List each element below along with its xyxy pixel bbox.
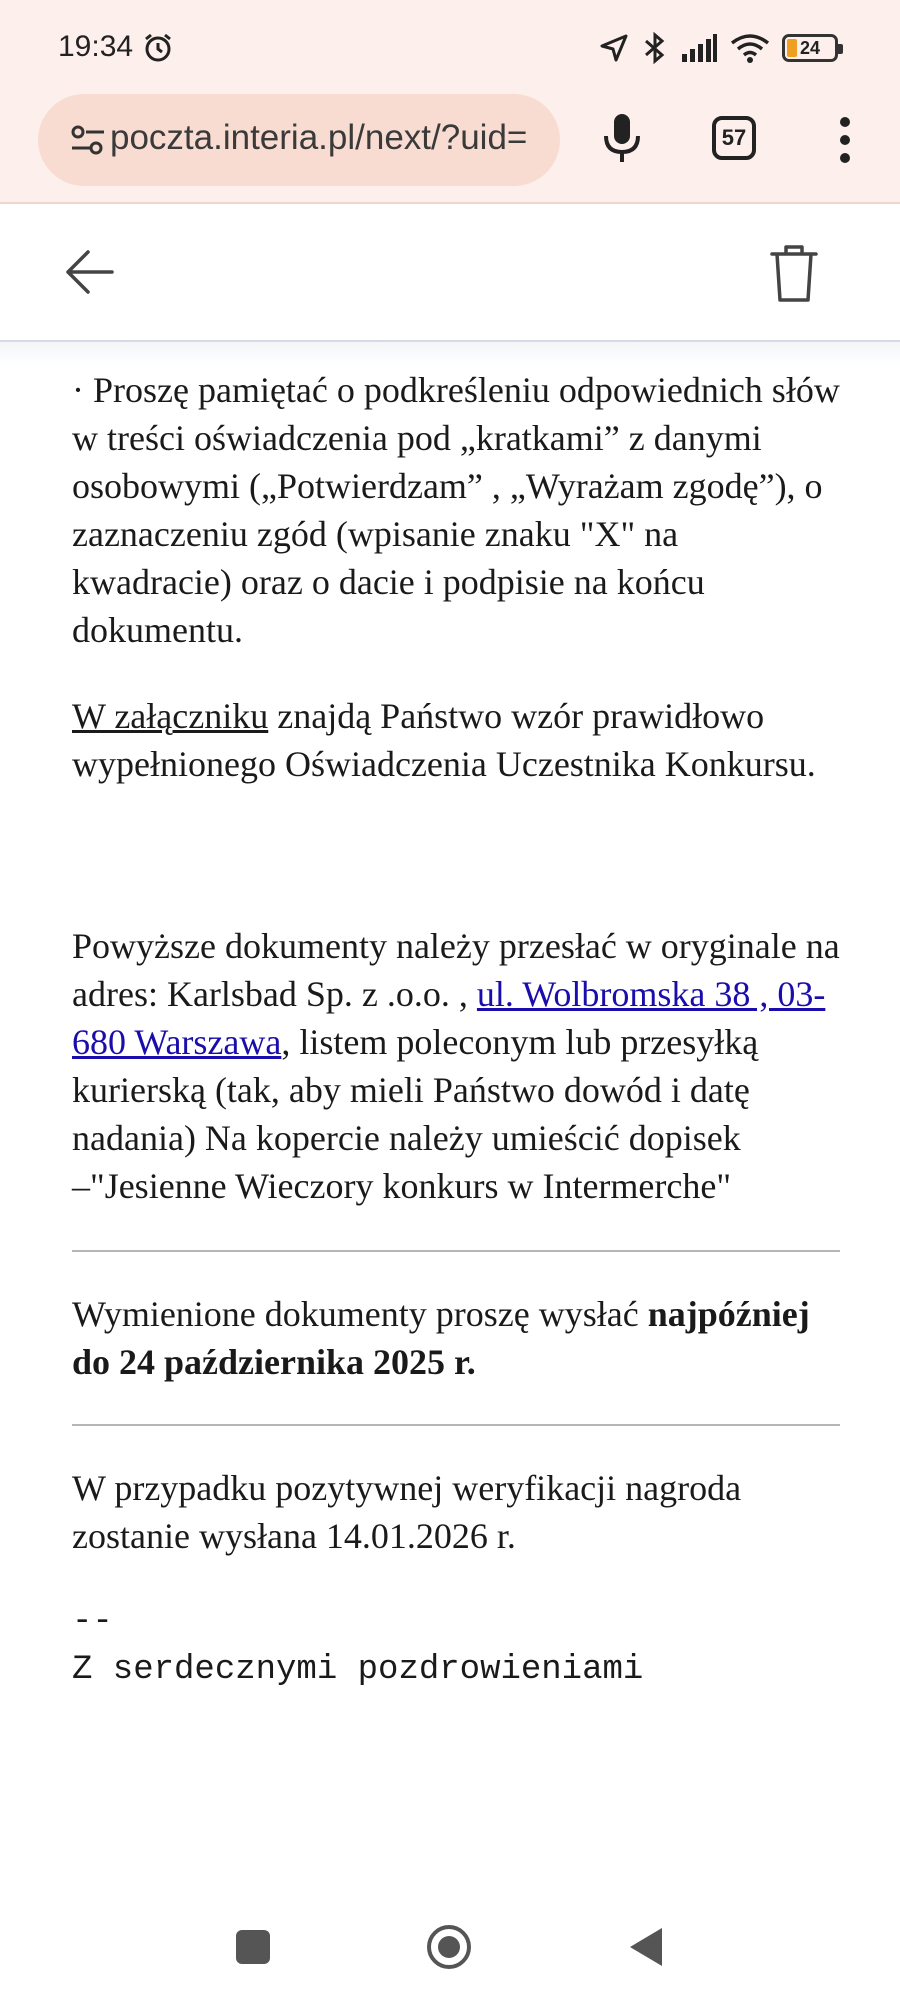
browser-toolbar xyxy=(0,92,900,204)
status-bar xyxy=(0,0,900,92)
signal-icon xyxy=(680,34,718,62)
address-text-start: Powyższe dokumenty należy przesłać w oryginale na adres: Karlsbad Sp. z .o.o. , xyxy=(72,926,840,1014)
more-vert-icon[interactable] xyxy=(836,116,854,164)
home-icon[interactable] xyxy=(426,1924,472,1970)
status-time: 19:34 xyxy=(58,30,134,63)
battery-level: 24 xyxy=(799,38,821,58)
mail-header xyxy=(0,206,900,342)
email-paragraph-prize: W przypadku pozytywnej weryfikacji nagroda zostanie wysłana 14.01.2026 r. xyxy=(72,1468,742,1556)
signature-dashes: -- xyxy=(72,1603,113,1641)
signature-greeting: Z serdecznymi pozdrowieniami xyxy=(72,1651,644,1689)
address-link[interactable]: ul. Wolbromska 38 , 03-680 Warszawa xyxy=(72,974,826,1062)
deadline-date: najpóźniej do 24 października 2025 r. xyxy=(72,1294,810,1382)
attachment-reference: W załączniku xyxy=(72,696,269,736)
location-icon xyxy=(598,32,630,64)
tabs-icon[interactable] xyxy=(712,116,756,160)
tabs-count: 57 xyxy=(721,125,747,150)
wifi-icon xyxy=(730,33,770,63)
email-paragraph-attachment xyxy=(72,692,840,788)
mic-icon[interactable] xyxy=(600,112,644,164)
back-icon[interactable] xyxy=(628,1926,664,1968)
deadline-text: Wymienione dokumenty proszę wysłać xyxy=(72,1294,648,1334)
alarm-icon xyxy=(142,32,174,64)
trash-icon[interactable] xyxy=(768,242,820,304)
separator-2 xyxy=(72,1424,840,1426)
system-nav-bar xyxy=(0,1900,900,2000)
recents-icon[interactable] xyxy=(236,1930,270,1964)
back-arrow-icon[interactable] xyxy=(62,246,114,298)
tune-icon[interactable] xyxy=(70,124,106,156)
address-text-end: , listem poleconym lub przesyłką kurierską (tak, aby mieli Państwo dowód i datę nadania) Na kopercie należy umieścić dopisek –"Jesienne Wieczory konkurs w Intermerche" xyxy=(72,1022,759,1206)
bluetooth-icon xyxy=(642,31,668,65)
attachment-text: znajdą Państwo wzór prawidłowo wypełnionego Oświadczenia Uczestnika Konkursu. xyxy=(72,696,816,784)
battery-icon xyxy=(782,34,838,62)
header-shadow xyxy=(0,342,900,366)
email-paragraph-address xyxy=(72,922,840,1210)
status-icons xyxy=(598,30,838,66)
url-text[interactable]: poczta.interia.pl/next/?uid= xyxy=(110,118,528,157)
email-paragraph-deadline xyxy=(72,1290,840,1386)
email-paragraph-instructions: · Proszę pamiętać o podkreśleniu odpowiednich słów w treści oświadczenia pod „kratkami” z danymi osobowymi („Potwierdzam” , „Wyrażam zgodę”), o zaznaczeniu zgód (wpisanie znaku "X" na kwadracie) oraz o dacie i podpisie na końcu dokumentu. xyxy=(72,370,840,650)
email-body xyxy=(72,366,840,1694)
address-bar[interactable] xyxy=(38,94,560,186)
separator-1 xyxy=(72,1250,840,1252)
